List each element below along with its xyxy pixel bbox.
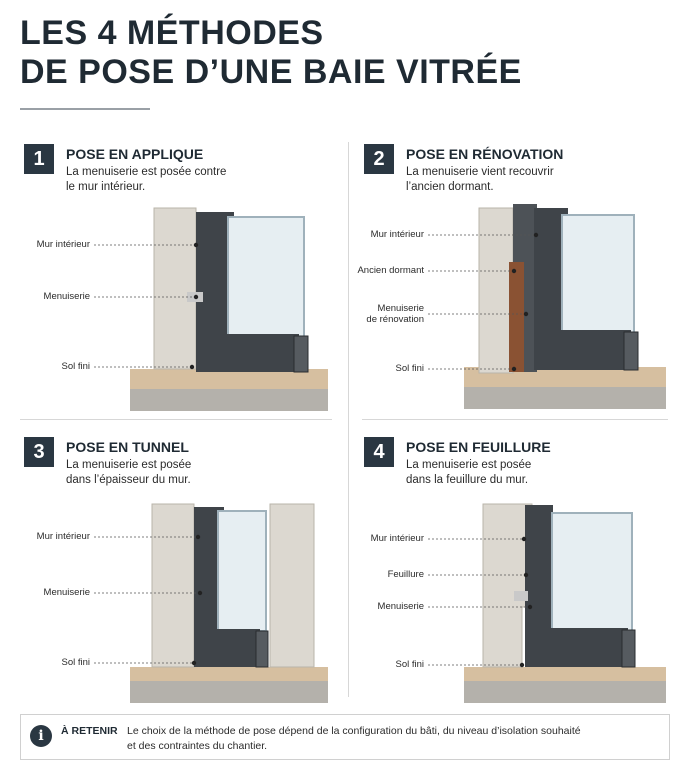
concrete-slab: [464, 681, 666, 703]
concrete-slab: [130, 389, 328, 411]
label-menuiserie-renovation: Menuiserie de rénovation: [366, 303, 424, 325]
note-text: Le choix de la méthode de pose dépend de la configuration du bâti, du niveau d’isolation souhaité et des contraintes du chantier.: [127, 725, 581, 752]
rail-profile: [294, 336, 308, 372]
rail-profile: [624, 332, 638, 370]
glass-pane: [552, 513, 632, 631]
concrete-slab: [130, 681, 328, 703]
title-line-2: DE POSE D’UNE BAIE VITRÉE: [20, 53, 522, 91]
label-sol-fini: Sol fini: [395, 659, 424, 670]
panel-title: POSE EN TUNNEL: [66, 439, 189, 455]
panel-description: La menuiserie vient recouvrir l’ancien dormant.: [406, 166, 554, 193]
bottom-rail: [206, 629, 260, 667]
label-mur-interieur: Mur intérieur: [36, 239, 90, 250]
panel-pose-en-feuillure: [364, 437, 694, 707]
old-wooden-frame: [509, 262, 524, 372]
horizontal-divider-left: [20, 419, 332, 420]
horizontal-divider-right: [362, 419, 668, 420]
title-underline: [20, 108, 150, 110]
bottom-rail: [549, 330, 631, 370]
label-menuiserie: Menuiserie: [43, 587, 90, 598]
title-line-1: LES 4 MÉTHODES: [20, 14, 324, 52]
label-menuiserie: Menuiserie: [377, 601, 424, 612]
label-sol-fini: Sol fini: [61, 657, 90, 668]
interior-wall: [152, 504, 194, 667]
panel-number: 1: [24, 144, 54, 174]
concrete-slab: [464, 387, 666, 409]
label-ancien-dormant: Ancien dormant: [357, 265, 424, 276]
panel-description: La menuiserie est posée dans la feuillure du mur.: [406, 459, 532, 486]
label-feuillure: Feuillure: [387, 569, 424, 580]
exterior-wall: [270, 504, 314, 667]
label-mur-interieur: Mur intérieur: [370, 533, 424, 544]
interior-wall: [479, 208, 513, 373]
label-sol-fini: Sol fini: [395, 363, 424, 374]
panel-pose-en-applique: [24, 144, 354, 414]
glass-pane: [218, 511, 266, 631]
panel-number: 3: [24, 437, 54, 467]
interior-wall: [154, 208, 196, 369]
label-menuiserie: Menuiserie: [43, 291, 90, 302]
diagram-applique: [24, 144, 354, 414]
panel-title: POSE EN APPLIQUE: [66, 146, 204, 162]
label-mur-interieur: Mur intérieur: [370, 229, 424, 240]
panel-pose-en-tunnel: [24, 437, 354, 707]
info-icon: i: [30, 725, 52, 747]
main-title: [20, 14, 522, 92]
note-heading: À RETENIR: [61, 725, 118, 737]
floor-finish: [130, 667, 328, 681]
panel-description: La menuiserie est posée contre le mur intérieur.: [66, 166, 227, 193]
rail-profile: [256, 631, 268, 667]
rail-profile: [622, 630, 635, 667]
floor-finish: [464, 667, 666, 681]
glass-pane: [228, 217, 304, 337]
panel-description: La menuiserie est posée dans l’épaisseur du mur.: [66, 459, 192, 486]
panel-title: POSE EN RÉNOVATION: [406, 146, 564, 162]
panel-number: 2: [364, 144, 394, 174]
panel-number: 4: [364, 437, 394, 467]
label-mur-interieur: Mur intérieur: [36, 531, 90, 542]
bottom-rail: [544, 628, 628, 667]
glass-pane: [562, 215, 634, 333]
bottom-rail: [219, 334, 299, 372]
panel-pose-en-renovation: [357, 144, 694, 414]
fixing-bracket: [514, 591, 528, 601]
panel-title: POSE EN FEUILLURE: [406, 439, 551, 455]
interior-wall-with-rebate: [483, 504, 532, 667]
note-box: [20, 714, 670, 760]
label-sol-fini: Sol fini: [61, 361, 90, 372]
